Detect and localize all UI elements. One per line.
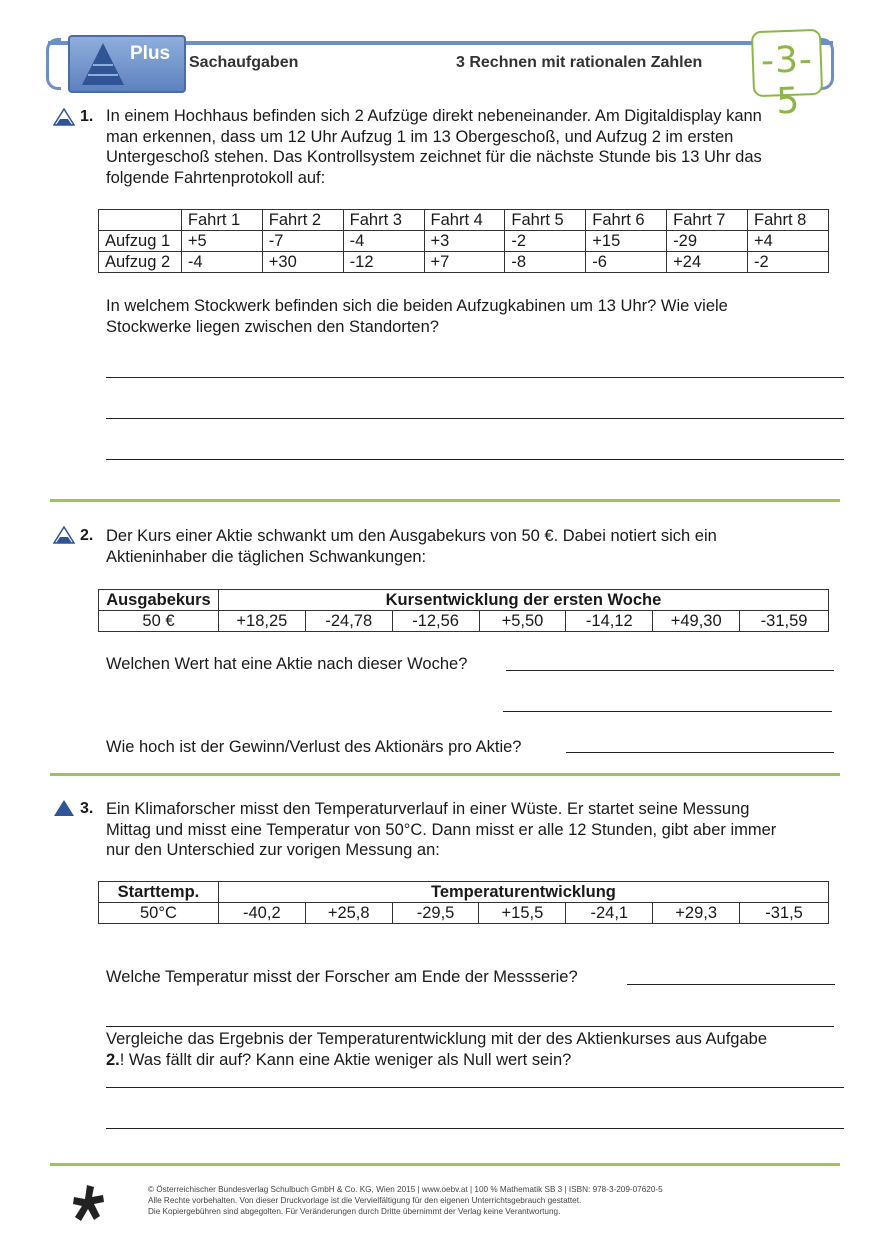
answer-line[interactable] bbox=[106, 418, 844, 419]
table-cell: +7 bbox=[424, 252, 505, 273]
table-cell: 50°C bbox=[99, 903, 219, 924]
text-line: Der Kurs einer Aktie schwankt um den Ausgabekurs von 50 €. Dabei notiert sich ein bbox=[106, 527, 717, 545]
task-number: 2. bbox=[80, 527, 94, 544]
task3-question-2 bbox=[106, 1029, 767, 1070]
answer-line[interactable] bbox=[506, 670, 834, 671]
task-number: 1. bbox=[80, 108, 94, 125]
table-cell: -14,12 bbox=[566, 611, 653, 632]
table-cell: -2 bbox=[748, 252, 829, 273]
table-cell: +29,3 bbox=[653, 903, 740, 924]
answer-line[interactable] bbox=[503, 711, 832, 712]
table-cell: Fahrt 3 bbox=[343, 210, 424, 231]
table-cell: Starttemp. bbox=[99, 882, 219, 903]
table-cell: +4 bbox=[748, 231, 829, 252]
table-header-row bbox=[99, 882, 829, 903]
table-cell: -4 bbox=[343, 231, 424, 252]
elevator-table bbox=[98, 209, 829, 273]
stock-table bbox=[98, 589, 829, 632]
task3-text bbox=[106, 799, 776, 861]
footer-line: Alle Rechte vorbehalten. Von dieser Druckvorlage ist die Vervielfältigung für den eigenen Unterrichtsgebrauch gestattet. bbox=[148, 1196, 582, 1205]
text-line: Vergleiche das Ergebnis der Temperaturentwicklung mit der des Aktienkurses aus Aufgabe bbox=[106, 1030, 767, 1048]
answer-line[interactable] bbox=[627, 984, 835, 985]
table-cell: Aufzug 1 bbox=[99, 231, 182, 252]
answer-line[interactable] bbox=[106, 377, 844, 378]
task2-question-1: Welchen Wert hat eine Aktie nach dieser Woche? bbox=[106, 655, 468, 673]
text-line: Mittag und misst eine Temperatur von 50°C. Dann misst er alle 12 Stunden, gibt aber immer bbox=[106, 820, 777, 839]
pyramid-icon bbox=[80, 41, 126, 87]
table-cell: -4 bbox=[181, 252, 262, 273]
table-cell: +18,25 bbox=[218, 611, 305, 632]
text-line: Untergeschoß stehen. Das Kontrollsystem zeichnet für die nächste Stunde bis 13 Uhr das bbox=[106, 148, 762, 166]
table-cell: +30 bbox=[262, 252, 343, 273]
table-cell: -31,5 bbox=[740, 903, 829, 924]
answer-line[interactable] bbox=[106, 1087, 844, 1088]
table-cell: +15,5 bbox=[479, 903, 566, 924]
table-cell: Aufzug 2 bbox=[99, 252, 182, 273]
text-line: Ein Klimaforscher misst den Temperaturverlauf in einer Wüste. Er startet seine Messung bbox=[106, 800, 750, 818]
table-cell: -7 bbox=[262, 231, 343, 252]
table-cell: +49,30 bbox=[653, 611, 740, 632]
table-cell: +3 bbox=[424, 231, 505, 252]
answer-line[interactable] bbox=[566, 752, 834, 753]
table-cell: +5 bbox=[181, 231, 262, 252]
table-cell: -31,59 bbox=[740, 611, 829, 632]
table-cell: Temperaturentwicklung bbox=[218, 882, 828, 903]
answer-line[interactable] bbox=[106, 459, 844, 460]
table-cell: -29 bbox=[667, 231, 748, 252]
temperature-table bbox=[98, 881, 829, 924]
text-line: Stockwerke liegen zwischen den Standorten? bbox=[106, 317, 439, 336]
table-cell bbox=[99, 210, 182, 231]
text-line: In welchem Stockwerk befinden sich die beiden Aufzugkabinen um 13 Uhr? Wie viele bbox=[106, 297, 728, 315]
table-cell: -12 bbox=[343, 252, 424, 273]
table-row bbox=[99, 903, 829, 924]
text-line: nur den Unterschied zur vorigen Messung an: bbox=[106, 841, 440, 859]
answer-line[interactable] bbox=[106, 1128, 844, 1129]
text-line bbox=[106, 1050, 767, 1071]
difficulty-pyramid-icon bbox=[53, 799, 75, 817]
footer-line: Die Kopiergebühren sind abgegolten. Für Veränderungen durch Dritte übernimmt der Verlag keine Verantwortung. bbox=[148, 1207, 561, 1216]
table-cell: -8 bbox=[505, 252, 586, 273]
task1-text bbox=[106, 106, 762, 188]
table-cell: Fahrt 1 bbox=[181, 210, 262, 231]
grade-label: -3-5 bbox=[760, 39, 814, 123]
section-divider bbox=[50, 499, 840, 502]
task2-text bbox=[106, 526, 717, 567]
table-cell: -24,1 bbox=[566, 903, 653, 924]
table-cell: -6 bbox=[586, 252, 667, 273]
answer-line[interactable] bbox=[106, 1026, 834, 1027]
section-divider bbox=[50, 773, 840, 776]
table-cell: -24,78 bbox=[305, 611, 392, 632]
section-divider bbox=[50, 1163, 840, 1166]
difficulty-pyramid-icon bbox=[53, 108, 75, 126]
text-line: Aktieninhaber die täglichen Schwankungen: bbox=[106, 547, 427, 566]
task2-question-2: Wie hoch ist der Gewinn/Verlust des Aktionärs pro Aktie? bbox=[106, 738, 522, 756]
plus-label: Plus bbox=[130, 43, 171, 64]
table-row bbox=[99, 231, 829, 252]
text-line: man erkennen, dass um 12 Uhr Aufzug 1 im 13 Obergeschoß, und Aufzug 2 im ersten bbox=[106, 127, 734, 146]
task1-question bbox=[106, 296, 728, 337]
plus-badge bbox=[68, 35, 186, 93]
table-row bbox=[99, 252, 829, 273]
table-header-row bbox=[99, 590, 829, 611]
header-bracket-left bbox=[46, 38, 61, 90]
table-header-row bbox=[99, 210, 829, 231]
grade-badge bbox=[751, 29, 823, 123]
table-cell: +15 bbox=[586, 231, 667, 252]
task3-question-1: Welche Temperatur misst der Forscher am Ende der Messserie? bbox=[106, 968, 578, 986]
copyright-footer bbox=[148, 1184, 663, 1217]
task-number: 3. bbox=[80, 800, 94, 817]
difficulty-pyramid-icon bbox=[53, 526, 75, 544]
table-cell: Fahrt 8 bbox=[748, 210, 829, 231]
table-cell: +24 bbox=[667, 252, 748, 273]
table-cell: 50 € bbox=[99, 611, 219, 632]
table-cell: Kursentwicklung der ersten Woche bbox=[218, 590, 828, 611]
chapter-title: 3 Rechnen mit rationalen Zahlen bbox=[456, 54, 703, 71]
table-cell: Fahrt 6 bbox=[586, 210, 667, 231]
table-cell: Fahrt 5 bbox=[505, 210, 586, 231]
table-cell: -29,5 bbox=[392, 903, 479, 924]
text-line: In einem Hochhaus befinden sich 2 Aufzüge direkt nebeneinander. Am Digitaldisplay kann bbox=[106, 107, 762, 125]
section-title: Sachaufgaben bbox=[189, 54, 299, 71]
table-cell: -40,2 bbox=[218, 903, 305, 924]
publisher-logo-icon bbox=[72, 1183, 106, 1223]
task-reference: 2. bbox=[106, 1050, 120, 1069]
text-fragment: ! Was fällt dir auf? Kann eine Aktie weniger als Null wert sein? bbox=[119, 1050, 572, 1069]
footer-line: © Österreichischer Bundesverlag Schulbuch GmbH & Co. KG, Wien 2015 | www.oebv.at | 100 % Mathematik SB 3 | ISBN: 978-3-209-07620-5 bbox=[148, 1185, 663, 1194]
table-cell: Fahrt 4 bbox=[424, 210, 505, 231]
table-cell: +25,8 bbox=[305, 903, 392, 924]
table-row bbox=[99, 611, 829, 632]
table-cell: -2 bbox=[505, 231, 586, 252]
table-cell: -12,56 bbox=[392, 611, 479, 632]
table-cell: Fahrt 2 bbox=[262, 210, 343, 231]
table-cell: +5,50 bbox=[479, 611, 566, 632]
table-cell: Fahrt 7 bbox=[667, 210, 748, 231]
table-cell: Ausgabekurs bbox=[99, 590, 219, 611]
text-line: folgende Fahrtenprotokoll auf: bbox=[106, 168, 326, 187]
